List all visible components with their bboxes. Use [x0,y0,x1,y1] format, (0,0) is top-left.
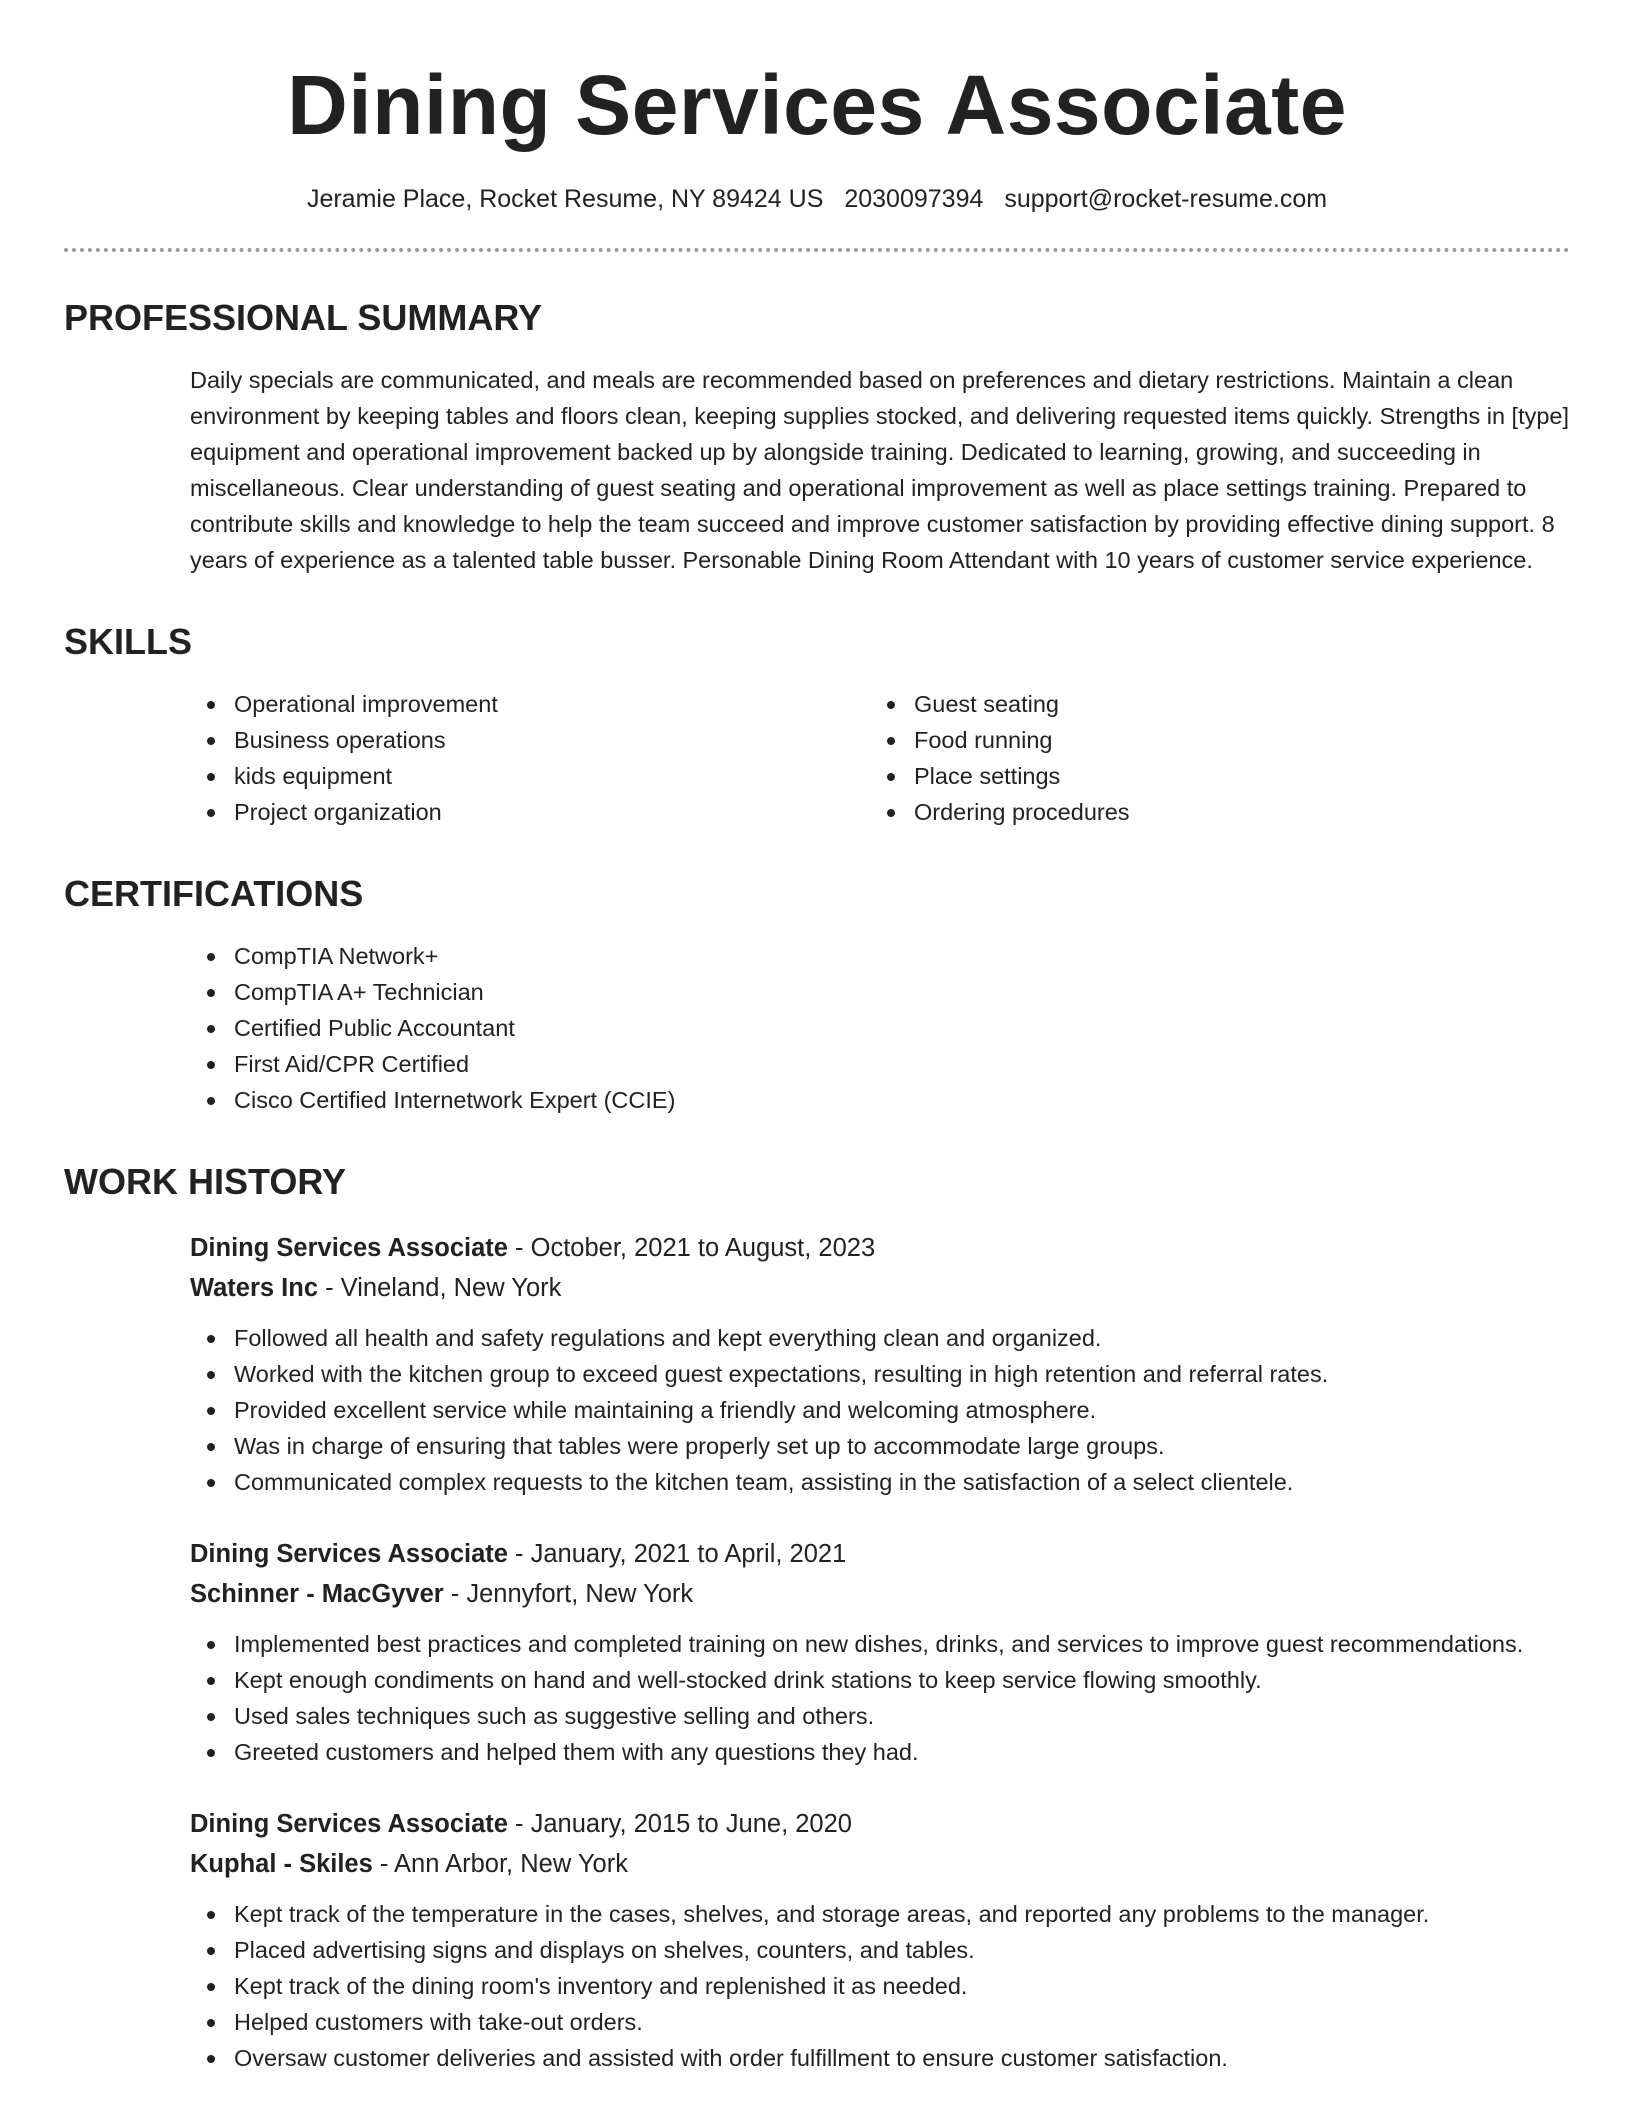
job-company: Kuphal - Skiles [190,1850,373,1878]
header-divider [64,248,1570,252]
job-bullet: Placed advertising signs and displays on shelves, counters, and tables. [190,1932,1570,1968]
certification-item: First Aid/CPR Certified [190,1046,1570,1082]
job-company: Schinner - MacGyver [190,1580,444,1608]
contact-address: Jeramie Place, Rocket Resume, NY 89424 US [306,185,824,213]
work-history-heading: WORK HISTORY [64,1161,347,1202]
job-title: Dining Services Associate [190,1810,508,1838]
contact-line [64,182,1570,216]
certification-item: Cisco Certified Internetwork Expert (CCIE) [190,1082,1570,1118]
resume-page [64,0,1570,2076]
summary-heading: PROFESSIONAL SUMMARY [64,297,543,338]
skills-column-left [190,686,870,830]
summary-text: Daily specials are communicated, and meals are recommended based on preferences and dietary restrictions. Maintain a clean environment by keeping tables and floors clean, keeping supplies stocked, and delivering requested items quickly. Strengths in [type] equipment and operational improvement backed up by alongside training. Dedicated to learning, growing, and succeeding in miscellaneous. Clear understanding of guest seating and operational improvement as well as place settings training. Prepared to contribute skills and knowledge to help the team succeed and improve customer satisfaction by providing effective dining support. 8 years of experience as a talented table busser. Personable Dining Room Attendant with 10 years of customer service experience. [190,367,1570,573]
skills-column-right [870,686,1550,830]
contact-email: support@rocket-resume.com [1004,185,1328,213]
job-bullet: Worked with the kitchen group to exceed guest expectations, resulting in high retention and referral rates. [190,1356,1570,1392]
job-title: Dining Services Associate [190,1540,508,1568]
job-dates: - October, 2021 to August, 2023 [507,1234,876,1262]
skill-item: Ordering procedures [870,794,1550,830]
skill-item: Project organization [190,794,870,830]
job-bullet: Provided excellent service while maintaining a friendly and welcoming atmosphere. [190,1392,1570,1428]
job-bullet: Helped customers with take-out orders. [190,2004,1570,2040]
job-title-line [190,1534,1570,1574]
job-bullet: Communicated complex requests to the kitchen team, assisting in the satisfaction of a select clientele. [190,1464,1570,1500]
skill-item: Place settings [870,758,1550,794]
job-company-line [190,1574,1570,1614]
job-bullet: Kept track of the dining room's inventory and replenished it as needed. [190,1968,1570,2004]
job-bullet: Kept enough condiments on hand and well-stocked drink stations to keep service flowing smoothly. [190,1662,1570,1698]
job-bullets [190,1626,1570,1770]
job-entry [190,1534,1570,1770]
certifications-list [190,938,1570,1118]
skill-item: Operational improvement [190,686,870,722]
contact-phone: 2030097394 [844,185,984,213]
job-bullet: Greeted customers and helped them with any questions they had. [190,1734,1570,1770]
skill-item: Business operations [190,722,870,758]
certification-item: Certified Public Accountant [190,1010,1570,1046]
job-title: Dining Services Associate [190,1234,508,1262]
job-title-line [190,1228,1570,1268]
job-bullet: Followed all health and safety regulations and kept everything clean and organized. [190,1320,1570,1356]
job-dates: - January, 2015 to June, 2020 [507,1810,852,1838]
certification-item: CompTIA A+ Technician [190,974,1570,1010]
job-company: Waters Inc [190,1274,319,1302]
job-dates: - January, 2021 to April, 2021 [507,1540,847,1568]
job-location: - Vineland, New York [318,1274,562,1302]
skill-item: Guest seating [870,686,1550,722]
job-company-line [190,1844,1570,1884]
job-bullets [190,1320,1570,1500]
skills-heading: SKILLS [64,621,193,662]
certification-item: CompTIA Network+ [190,938,1570,974]
job-bullet: Implemented best practices and completed training on new dishes, drinks, and services to improve guest recommendations. [190,1626,1570,1662]
skill-item: kids equipment [190,758,870,794]
resume-name: Dining Services Associate [287,58,1347,152]
job-location: - Jennyfort, New York [443,1580,694,1608]
job-bullet: Used sales techniques such as suggestive selling and others. [190,1698,1570,1734]
skills-list [190,686,1570,830]
job-bullet: Oversaw customer deliveries and assisted with order fulfillment to ensure customer satisfaction. [190,2040,1570,2076]
skill-item: Food running [870,722,1550,758]
job-bullet: Was in charge of ensuring that tables were properly set up to accommodate large groups. [190,1428,1570,1464]
job-bullet: Kept track of the temperature in the cases, shelves, and storage areas, and reported any problems to the manager. [190,1896,1570,1932]
job-title-line [190,1804,1570,1844]
job-entry [190,1804,1570,2076]
job-location: - Ann Arbor, New York [372,1850,628,1878]
certifications-heading: CERTIFICATIONS [64,873,364,914]
job-bullets [190,1896,1570,2076]
job-entry [190,1228,1570,1500]
job-company-line [190,1268,1570,1308]
